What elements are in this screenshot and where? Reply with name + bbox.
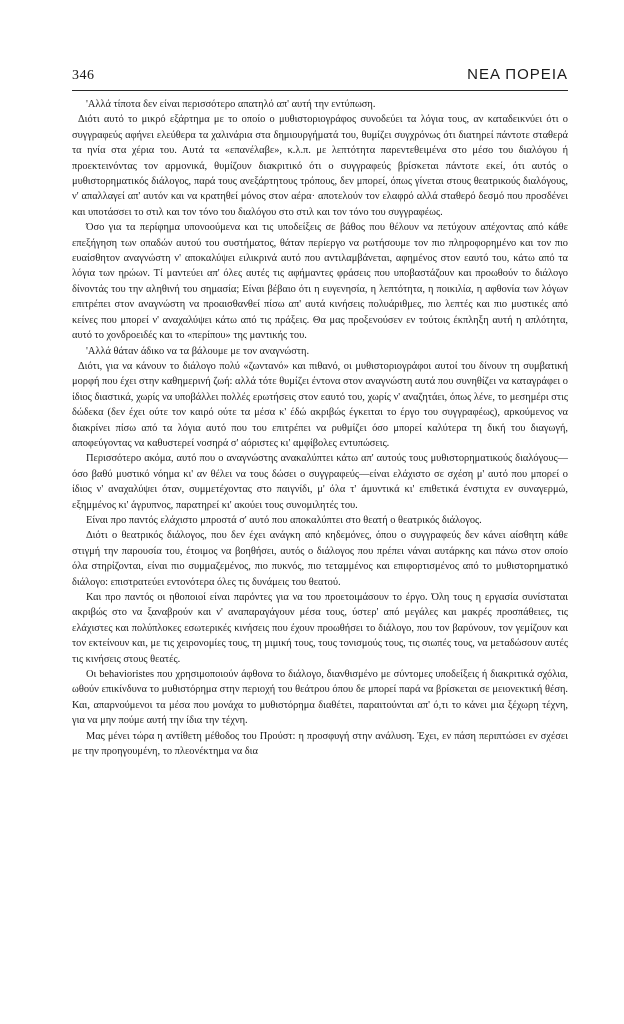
paragraph: Μας μένει τώρα η αντίθετη μέθοδος του Προύστ: η προσφυγή στην ανάλυση. Έχει, εν πάση περιπτώσει εν σχέσει με την προηγουμένη, το πλεονέκτημα να δια	[72, 730, 568, 758]
body-text	[72, 97, 568, 759]
book-page	[72, 66, 568, 1006]
paragraph: Όσο για τα περίφημα υπονοούμενα και τις υποδείξεις σε βάθος που θέλουν να πετύχουν απέχοντας από κάθε επεξήγηση των οπαδών αυτού του συστήματος, θάταν περίεργο να ρωτήσουμε τον πιο πληροφορημένο και τον πιο ευαίσθητον αναγνώστη ν' αποκαλύψει ειλικρινά αυτό που αντιλαμβάνεται, αφημένος στον εαυτό του, κάτω από τα λόγια των ηρώων. Τί μαντεύει απ' όλες αυτές τις αφήμαντες φράσεις που υποβαστάζουν και προωθούν το διάλογο δίνοντάς του την αληθινή του σημασία; Είναι βέβαιο ότι η ευγενησία, η λεπτότητα, η ποικιλία, η αφθονία των λόγων επιτρέπει στον αναγνώστη να προαισθανθεί πίσω απ' αυτά κινήσεις πολυάριθμες, πιο λεπτές και πιο μυστικές από κείνες που μπορεί ν' αναχαλύψει κάτω από τις πράξεις. Θα μας προξενούσεν εν τούτοις έκπληξη αυτή η απλότητα, αυτό το χονδροειδές και το «περίπου» της μαντικής του.	[72, 222, 568, 342]
paragraph: Οι behavioristes που χρησιμοποιούν άφθονα το διάλογο, διανθισμένο με σύντομες υποδείξεις ή διακριτικά σχόλια, ωθούν επικίνδυνα το μυθιστόρημα στην περιοχή του θεάτρου όπου δε μπορεί παρά να βρίσκεται σε μειονεκτική θέση. Και, απαρνούμενοι τα μέσα που μονάχα το μυθιστόρημα διαθέτει, παραιτούνται απ' ό,τι το κάνει μια ξέχωρη τέχνη, για να μην πούμε αυτή την ίδια την τέχνη.	[72, 669, 568, 727]
paragraph: 'Αλλά θάταν άδικο να τα βάλουμε με τον αναγνώστη.	[86, 345, 310, 357]
page-number: 346	[72, 68, 95, 83]
paragraph: Διότι ο θεατρικός διάλογος, που δεν έχει ανάγκη από κηδεμόνες, όπου ο συγγραφεύς δεν κάνει αίσθητη κάθε στιγμή την παρουσία του, έτοιμος να βοηθήσει, αυτός ο διάλογος που πρέπει νάναι αυτάρκης και πάνω στον οποίο όλα στηρίζονται, είναι πιο συμμαζεμένος, πιο πυκνός, πιο τεταμμένος και επιφορτισμένος από το μυθιστορηματικό διάλογο: επιστρατεύει εντονότερα όλες τις δυνάμεις του θεατού.	[72, 530, 568, 588]
paragraph: Διότι, για να κάνουν το διάλογο πολύ «ζωντανό» και πιθανό, οι μυθιστοριογράφοι αυτοί του δίνουν τη συμβατική μορφή που έχει στην καθημερινή ζωή: αλλά τότε θυμίζει έντονα στον αναγνώστη αυτά που συνηθίζει να καταγράφει ο ίδιος διαστικά, χωρίς να υποβάλλει πολλές ερωτήσεις στον εαυτό του, χωρίς ν' αναζητάει, όπως λένε, το μεσημέρι στις δώδεκα (δεν έχει ούτε τον καιρό ούτε τα μέσα κ' έδώ ακριβώς έγκειται το έργο του συγγραφέως), αρκούμενος να διακρίνει πίσω από τα λόγια αυτό που του επιτρέπει να ρυθμίζει όσο μπορεί καλύτερα τη δική του διαγωγή, αποφεύγοντας να καθυστερεί νοσηρά σ' αόριστες κι' αμφίβολες εντυπώσεις.	[72, 360, 568, 449]
paragraph: Είναι προ παντός ελάχιστο μπροστά σ' αυτό που αποκαλύπτει στο θεατή ο θεατρικός διάλογος.	[86, 514, 482, 526]
paragraph: Περισσότερο ακόμα, αυτό που ο αναγνώστης ανακαλύπτει κάτω απ' αυτούς τους μυθιστορηματικούς διαλόγους—όσο βαθύ μυστικό νόημα κι' αν θέλει να τους δώσει ο συγγραφεύς—είναι ελάχιστο σε σχέση μ' αυτό που μπορεί ο ίδιος ν' αναχαλύψει όταν, συμμετέχοντας στο παιγνίδι, μ' όλα τ' άμυντικά κι' επιθετικά ένστιχτα εν συναγερμώ, εξημμένος κι' άγρυπνος, παρατηρεί κι' ακούει τους συνομιλητές του.	[72, 453, 568, 511]
paragraph: 'Αλλά τίποτα δεν είναι περισσότερο απατηλό απ' αυτή την εντύπωση.	[86, 99, 376, 110]
journal-title: ΝΕΑ ΠΟΡΕΙΑ	[467, 66, 568, 83]
paragraph: Διότι αυτό το μικρό εξάρτημα με το οποίο ο μυθιστοριογράφος συνοδεύει τα λόγια τους, αν καταδεικνύει ότι ο συγγραφεύς αφήνει ελεύθερα τα χαλινάρια στα δημιουργήματά του, θυμίζει συγχρόνως ότι διατηρεί πάντοτε σταθερά τα ηνία στα χέρια του. Αυτά τα «επανέλαβε», κ.λ.π. με λεπτότητα παρεντεθειμένα στο μέσο του διαλόγου ή προεκτεινόντας τον αρμονικά, θυμίζουν διακριτικό ότι ο συγγραφεύς βρίσκεται πάντοτε εκεί, ότι αυτός ο μυθιστορηματικός διάλογος, παρά τους ανεξάρτητους τρόπους, δεν μπορεί, όπως γίνεται στους θεατρικούς διαλόγους, ν' απαλλαγεί απ' αυτόν και να κρατηθεί μόνος στον αέρα· αποτελούν τον ελαφρό αλλά σταθερό δεσμό που προσδένει και υποτάσσει το στιλ και τον τόνο του διαλόγου στο στιλ και τον τόνο του συγγραφέως.	[72, 114, 568, 218]
paragraph: Και προ παντός οι ηθοποιοί είναι παρόντες για να του προετοιμάσουν το έργο. Όλη τους η εργασία συνίσταται ακριβώς στο να ξαναβρούν και ν' αναπαραγάγουν μέσα τους, ύστερ' από μεγάλες και μακρές προσπάθειες, τις ελάχιστες και πολύπλοκες εσωτερικές κινήσεις που έχουν προωθήσει το διάλογο, που τον βαρύνουν, τον γεμίζουν και τον εκτείνουν και, με τις χειρονομίες τους, τη μιμική τους, τους τονισμούς τους, τις σιωπές τους, να μεταδώσουν αυτές τις κινήσεις στους θεατές.	[72, 592, 568, 665]
running-header	[72, 66, 568, 91]
